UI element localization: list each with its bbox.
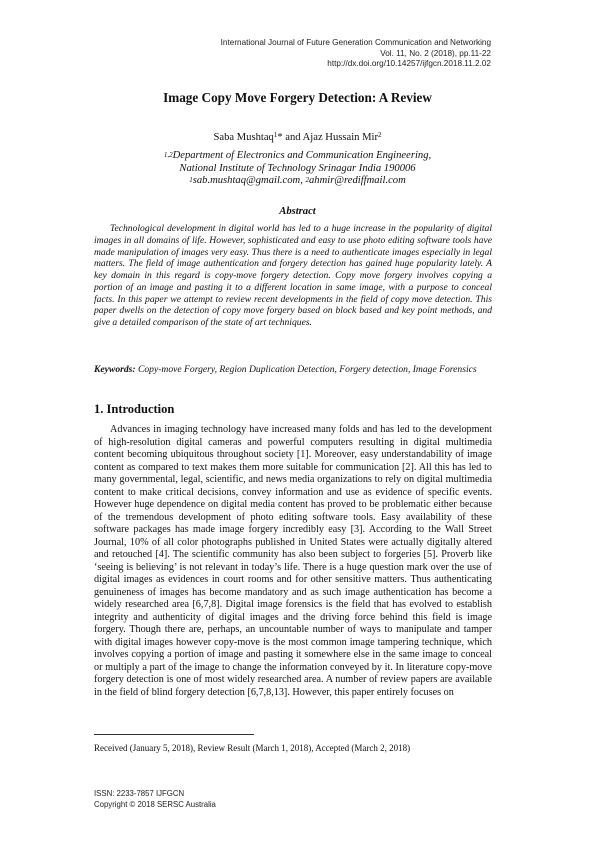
introduction-text: Advances in imaging technology have increased many folds and has led to the development of high-resolution digital cameras and powerful computers resulting in digital multimedia content becoming ubiquitous throughout society [1]. Moreover, easy understandability of image content as compared to text makes them more suitable for communication [2]. All this has led to many governmental, legal, scientific, and news media organizations to rely on digital multimedia content to make critical decisions, convey information and use as evidence of specific events. However huge dependence on digital media content has proved to be problematic either because of the tremendous development of photo editing software tools. Easy availability of these software packages has made image forgery incredibly easy [3]. According to the Wall Street Journal, 10% of all color photographs published in United States were actually digitally altered and retouched [4]. The scientific community has also been subject to forgeries [5]. Proverb like ‘seeing is believing’ is not relevant in today’s life. There is a huge question mark over the use of digital images as evidences in court rooms and for other sensitive matters. Thus authenticating genuineness of images has become mandatory and as such image authentication has become a widely researched area [6,7,8]. Digital image forensics is the field that has evolved to establish integrity and authenticity of digital images and the driving force behind this field is image forgery. Though there are, perhaps, an uncountable number of ways to manipulate and tamper with digital images however copy-move is the most common image tampering technique, which involves copying a portion of image and pasting it somewhere else in the same image to conceal or multiply a part of the image to change the information conveyed by it. In literature copy-move forgery detection is one of most widely researched area. A number of review papers are available in the field of blind forgery detection [6,7,8,13]. However, this paper entirely focuses on <box>94 424 492 698</box>
received-footnote: Received (January 5, 2018), Review Result (March 1, 2018), Accepted (March 2, 2018) <box>94 743 411 753</box>
author-line <box>0 132 595 143</box>
corresponding-mark: * <box>277 132 283 143</box>
keywords-label: Keywords: <box>94 364 136 375</box>
department: Department of Electronics and Communication Engineering, <box>172 150 432 161</box>
journal-name: International Journal of Future Generation Communication and Networking <box>220 38 491 47</box>
keywords-text: Copy-move Forgery, Region Duplication Detection, Forgery detection, Image Forensics <box>135 364 477 375</box>
affiliation-mark: 1,2 <box>163 151 173 159</box>
email-2: ahmir@rediffmail.com <box>309 175 406 187</box>
issn: ISSN: 2233-7857 IJFGCN <box>94 789 185 798</box>
abstract-heading: Abstract <box>279 206 316 217</box>
author-1-affil-mark: 1 <box>273 131 278 139</box>
journal-header <box>221 38 491 70</box>
page-footer <box>94 789 216 810</box>
author-2-affil-mark: 2 <box>377 131 382 139</box>
author-conjunction: and <box>282 132 303 143</box>
affiliation-line-2: National Institute of Technology Srinagar India 190006 <box>179 162 416 174</box>
journal-doi: http://dx.doi.org/10.14257/ijfgcn.2018.11.2.02 <box>327 59 491 68</box>
email-1-mark: 1 <box>189 176 193 185</box>
footnote-divider <box>94 734 254 735</box>
affiliation-line-1 <box>0 150 595 163</box>
email-1: sab.mushtaq@gmail.com, <box>192 175 306 187</box>
keywords <box>94 364 492 376</box>
journal-volume: Vol. 11, No. 2 (2018), pp.11-22 <box>380 48 491 58</box>
emails <box>0 175 595 188</box>
author-2: Ajaz Hussain Mir <box>302 132 378 143</box>
author-1: Saba Mushtaq <box>213 132 274 143</box>
email-2-mark: 2 <box>305 176 309 185</box>
section-heading-introduction: 1. Introduction <box>94 402 175 416</box>
abstract-text: Technological development in digital world has led to a huge increase in the popularity of digital images in all domains of life. However, sophisticated and easy to use photo editing software tools have made manipulation of images very easy. Thus there is a need to authenticate images especially in legal matters. The field of image authentication and forgery detection has gained huge popularity lately. A key domain in this regard is copy-move forgery detection. Copy move forgery involves copying a portion of an image and pasting it to a different location in same image, with a purpose to conceal facts. In this paper we attempt to review recent developments in the field of copy move detection. This paper dwells on the detection of copy move forgery based on block based and key point methods, and give a detailed comparison of the state of art techniques. <box>94 223 492 328</box>
copyright: Copyright © 2018 SERSC Australia <box>94 799 216 809</box>
affiliation <box>0 150 595 188</box>
paper-title: Image Copy Move Forgery Detection: A Review <box>163 90 432 105</box>
